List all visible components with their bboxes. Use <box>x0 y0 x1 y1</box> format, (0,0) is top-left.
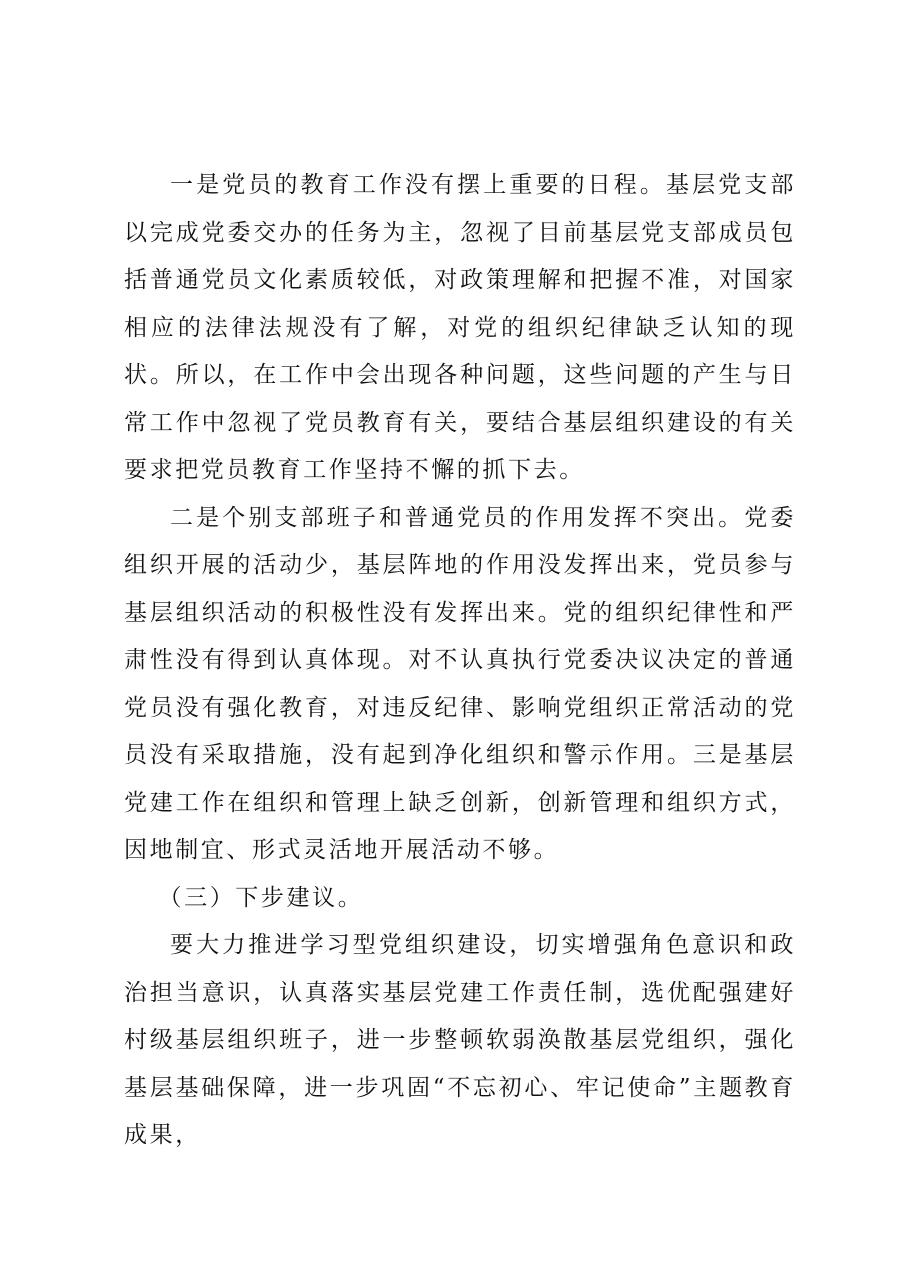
paragraph-recommendations: 要大力推进学习型党组织建设，切实增强角色意识和政治担当意识，认真落实基层党建工作责任制，选优配强建好村级基层组织班子，进一步整顿软弱涣散基层党组织，强化基层基础保障，进一步巩固“不忘初心、牢记使命”主题教育成果， <box>124 932 796 1148</box>
paragraph-party-education: 一是党员的教育工作没有摆上重要的日程。基层党支部以完成党委交办的任务为主，忽视了目前基层党支部成员包括普通党员文化素质较低，对政策理解和把握不准，对国家相应的法律法规没有了解，对党的组织纪律缺乏认知的现状。所以，在工作中会出现各种问题，这些问题的产生与日常工作中忽视了党员教育有关，要结合基层组织建设的有关要求把党员教育工作坚持不懈的抓下去。 <box>124 172 796 483</box>
document-body <box>124 162 796 1160</box>
section-heading-next-steps: （三）下步建议。 <box>158 884 364 911</box>
paragraph-branch-role: 二是个别支部班子和普通党员的作用发挥不突出。党委组织开展的活动少，基层阵地的作用没发挥出来，党员参与基层组织活动的积极性没有发挥出来。党的组织纪律性和严肃性没有得到认真体现。对不认真执行党委决议决定的普通党员没有强化教育，对违反纪律、影响党组织正常活动的党员没有采取措施，没有起到净化组织和警示作用。三是基层党建工作在组织和管理上缺乏创新，创新管理和组织方式，因地制宜、形式灵活地开展活动不够。 <box>124 504 796 863</box>
